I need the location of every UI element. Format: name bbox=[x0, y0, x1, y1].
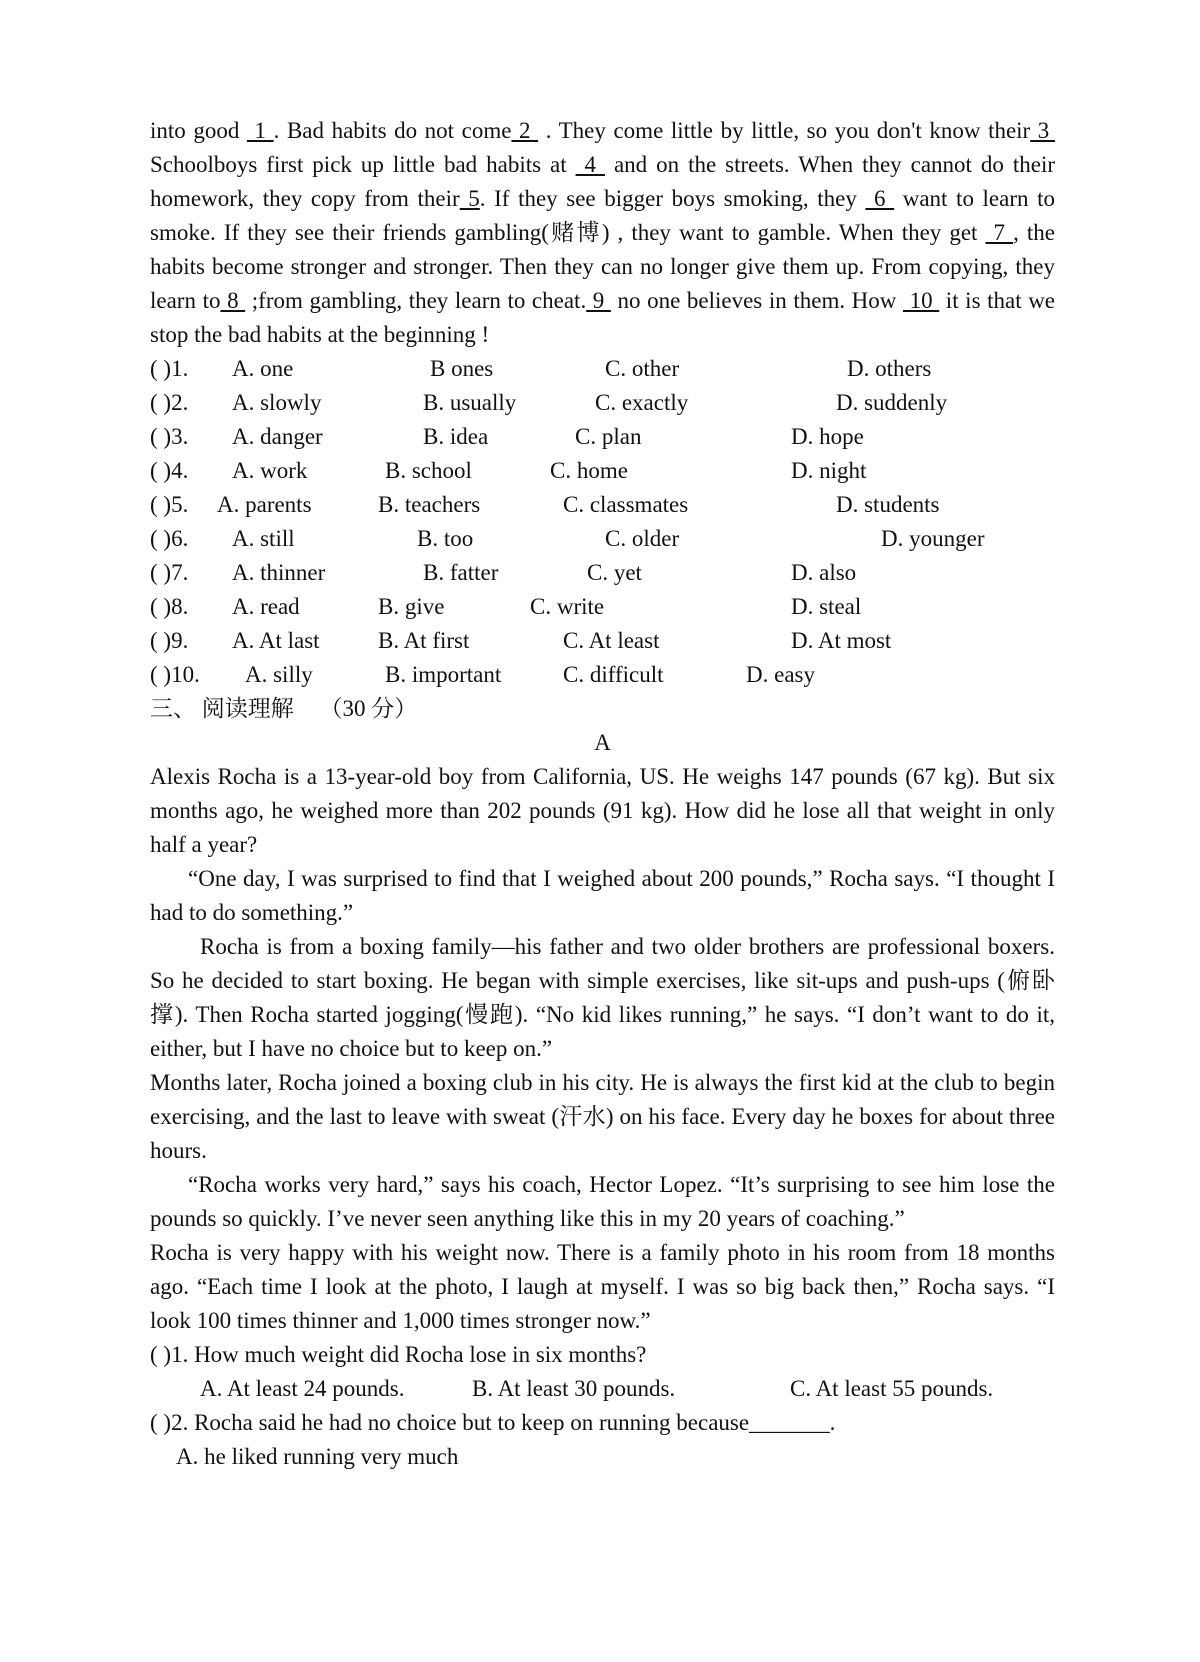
blank-5: 5 bbox=[459, 186, 480, 211]
passage-letter: A bbox=[594, 730, 611, 755]
option-row: ( )3. A. danger B. idea C. plan D. hope bbox=[150, 424, 864, 449]
passage-paragraph: Rocha is very happy with his weight now. There is a family photo in his room from 18 months ago. “Each time I look at the photo, I laugh at myself. I was so big back then,” Rocha says. “I look 100 times thinner and 1,000 times stronger now.” bbox=[150, 1240, 1055, 1333]
option-row: ( )10. A. silly B. important C. difficult D. easy bbox=[150, 662, 815, 687]
cloze-options bbox=[150, 352, 1055, 692]
blank-1: 1 bbox=[246, 118, 274, 143]
blank-10: 10 bbox=[903, 288, 940, 313]
question-stem: ( )1. How much weight did Rocha lose in six months? bbox=[150, 1342, 647, 1367]
option-row: ( )9. A. At last B. At first C. At least D. At most bbox=[150, 628, 892, 653]
blank-4: 4 bbox=[575, 152, 605, 177]
passage-paragraph: Rocha is from a boxing family—his father and two older brothers are professional boxers. So he decided to start boxing. He began with simple exercises, like sit-ups and push-ups (俯卧撑). Then Rocha started jogging(慢跑). “No kid likes running,” he says. “I don’t want to do it, either, but I have no choice but to keep on.” bbox=[150, 934, 1055, 1061]
option-row: ( )6. A. still B. too C. older D. younger bbox=[150, 526, 985, 551]
blank-6: 6 bbox=[865, 186, 895, 211]
option-row: ( )5. A. parents B. teachers C. classmates D. students bbox=[150, 492, 940, 517]
section-heading bbox=[150, 692, 1055, 726]
blank-2: 2 bbox=[511, 118, 539, 143]
section-score: （30 分） bbox=[319, 696, 418, 721]
option-row: ( )7. A. thinner B. fatter C. yet D. also bbox=[150, 560, 857, 585]
section-title: 三、 阅读理解 bbox=[150, 696, 294, 721]
blank-8: 8 bbox=[220, 288, 246, 313]
question-stem: ( )2. Rocha said he had no choice but to keep on running because_______. bbox=[150, 1410, 836, 1435]
question-options: A. he liked running very much bbox=[176, 1444, 459, 1469]
passage-paragraph: Months later, Rocha joined a boxing club in his city. He is always the first kid at the club to begin exercising, and the last to leave with sweat (汗水) on his face. Every day he boxes for about three hours. bbox=[150, 1070, 1055, 1163]
passage-paragraph: “One day, I was surprised to find that I weighed about 200 pounds,” Rocha says. “I thought I had to do something.” bbox=[150, 866, 1055, 925]
passage-paragraph: “Rocha works very hard,” says his coach, Hector Lopez. “It’s surprising to see him lose the pounds so quickly. I’ve never seen anything like this in my 20 years of coaching.” bbox=[150, 1172, 1055, 1231]
passage-paragraph: Alexis Rocha is a 13-year-old boy from California, US. He weighs 147 pounds (67 kg). But six months ago, he weighed more than 202 pounds (91 kg). How did he lose all that weight in only half a year? bbox=[150, 764, 1055, 857]
blank-3: 3 bbox=[1030, 118, 1056, 143]
cloze-passage: into good 1 . Bad habits do not come 2 . They come little by little, so you don't know their 3 Schoolboys first pick up little bad habits at 4 and on the streets. When they cannot do their homework, they copy from their 5. If they see bigger boys smoking, they 6 want to learn to smoke. If they see their friends gambling(赌博) , they want to gamble. When they get 7 , the habits become stronger and stronger. Then they can no longer give them up. From copying, they learn to 8 ;from gambling, they learn to cheat. 9 no one believes in them. How 10 it is that we stop the bad habits at the beginning ! bbox=[150, 118, 1056, 347]
option-row: ( )2. A. slowly B. usually C. exactly D. suddenly bbox=[150, 390, 948, 415]
option-row: ( )4. A. work B. school C. home D. night bbox=[150, 458, 867, 483]
question-options: A. At least 24 pounds. B. At least 30 pounds. C. At least 55 pounds. bbox=[200, 1376, 994, 1401]
blank-9: 9 bbox=[586, 288, 611, 313]
worksheet-page bbox=[150, 120, 1055, 1474]
option-row: ( )8. A. read B. give C. write D. steal bbox=[150, 594, 862, 619]
option-row: ( )1. A. one B ones C. other D. others bbox=[150, 356, 932, 381]
blank-7: 7 bbox=[985, 220, 1014, 245]
